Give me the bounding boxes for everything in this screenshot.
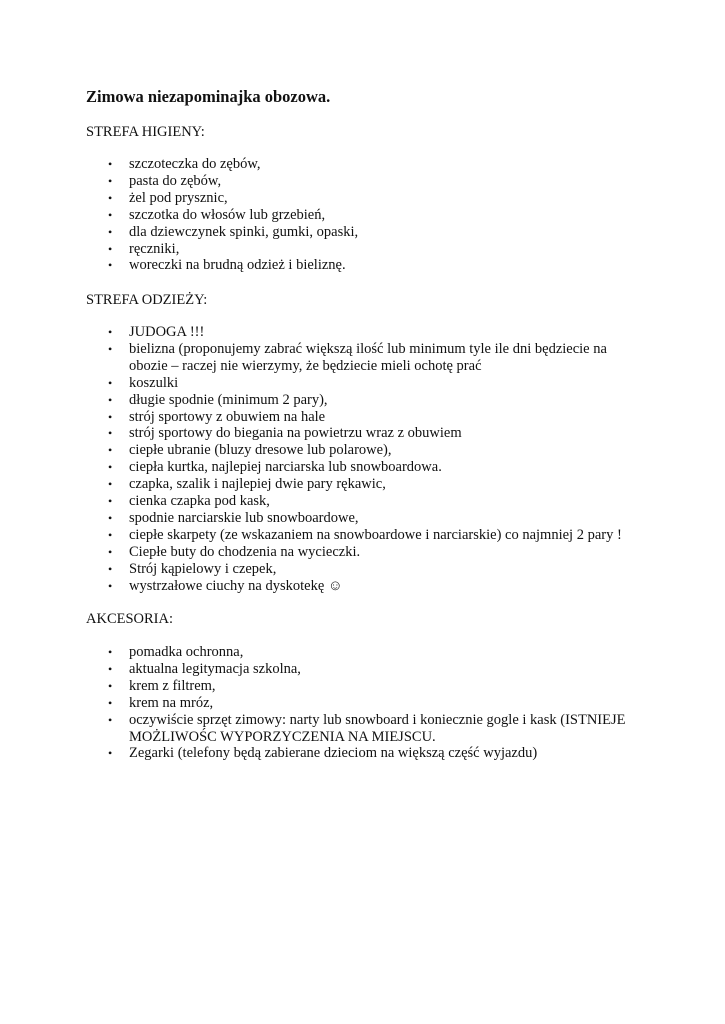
list-item-text: strój sportowy do biegania na powietrzu wraz z obuwiem bbox=[129, 425, 462, 442]
list-item-text: ciepłe ubranie (bluzy dresowe lub polarowe), bbox=[129, 442, 392, 459]
list-item-text: długie spodnie (minimum 2 pary), bbox=[129, 391, 328, 408]
list-item bbox=[86, 409, 646, 426]
list-item-text: oczywiście sprzęt zimowy: narty lub snowboard i koniecznie gogle i kask (ISTNIEJE MOŻLIWOŚC WYPORZYCZENIA NA MIEJSCU. bbox=[129, 711, 626, 745]
list-item bbox=[86, 324, 646, 341]
list-item bbox=[86, 712, 646, 746]
list-item-text: aktualna legitymacja szkolna, bbox=[129, 660, 301, 677]
bullet-icon: • bbox=[108, 207, 113, 222]
list-item-text: koszulki bbox=[129, 374, 179, 391]
list-item bbox=[86, 527, 646, 544]
bullet-icon: • bbox=[108, 341, 113, 356]
bullet-icon: • bbox=[108, 678, 113, 693]
list-item-text: żel pod prysznic, bbox=[129, 189, 228, 206]
bullet-icon: • bbox=[108, 157, 113, 171]
list-item bbox=[86, 459, 646, 476]
list-item bbox=[86, 644, 646, 661]
bullet-icon: • bbox=[108, 527, 113, 542]
list-item-text: pasta do zębów, bbox=[129, 172, 222, 189]
section-heading-accessories: AKCESORIA: bbox=[86, 611, 174, 627]
list-item bbox=[86, 578, 646, 595]
bullet-icon: • bbox=[108, 409, 113, 424]
list-item-text: Zegarki (telefony będą zabierane dzieciom na większą część wyjazdu) bbox=[129, 745, 538, 762]
bullet-icon: • bbox=[108, 661, 113, 676]
list-item-text: strój sportowy z obuwiem na hale bbox=[129, 408, 326, 425]
list-item bbox=[86, 695, 646, 712]
list-item-text: pomadka ochronna, bbox=[129, 644, 244, 660]
list-item bbox=[86, 257, 646, 274]
bullet-icon: • bbox=[108, 510, 113, 525]
bullet-icon: • bbox=[108, 258, 113, 273]
bullet-icon: • bbox=[108, 561, 113, 576]
document-title: Zimowa niezapominajka obozowa. bbox=[86, 87, 331, 106]
bullet-icon: • bbox=[108, 477, 113, 492]
list-item bbox=[86, 224, 646, 241]
bullet-icon: • bbox=[108, 645, 113, 659]
list-item bbox=[86, 173, 646, 190]
list-item bbox=[86, 745, 646, 762]
accessories-list bbox=[86, 644, 646, 762]
list-item-text: spodnie narciarskie lub snowboardowe, bbox=[129, 509, 359, 526]
list-item bbox=[86, 156, 646, 173]
bullet-icon: • bbox=[108, 241, 113, 256]
bullet-icon: • bbox=[108, 325, 113, 339]
list-item bbox=[86, 190, 646, 207]
list-item bbox=[86, 661, 646, 678]
list-item bbox=[86, 425, 646, 442]
bullet-icon: • bbox=[108, 392, 113, 407]
list-item bbox=[86, 442, 646, 459]
bullet-icon: • bbox=[108, 494, 113, 509]
list-item bbox=[86, 561, 646, 578]
list-item-text: woreczki na brudną odzież i bieliznę. bbox=[129, 257, 346, 274]
list-item-text: krem na mróz, bbox=[129, 694, 214, 711]
list-item bbox=[86, 510, 646, 527]
list-item-text: ciepła kurtka, najlepiej narciarska lub snowboardowa. bbox=[129, 459, 442, 476]
list-item-text: ciepłe skarpety (ze wskazaniem na snowboardowe i narciarskie) co najmniej 2 pary ! bbox=[129, 526, 622, 543]
list-item bbox=[86, 341, 646, 375]
list-item-text: czapka, szalik i najlepiej dwie pary rękawic, bbox=[129, 476, 386, 493]
list-item-text: dla dziewczynek spinki, gumki, opaski, bbox=[129, 223, 359, 240]
list-item-text: bielizna (proponujemy zabrać większą ilość lub minimum tyle ile dni będziecie na obozie – raczej nie wierzymy, że będziecie mieli ochotę prać bbox=[129, 340, 607, 374]
clothing-list bbox=[86, 324, 646, 595]
hygiene-list bbox=[86, 156, 646, 274]
bullet-icon: • bbox=[108, 695, 113, 710]
bullet-icon: • bbox=[108, 443, 113, 458]
list-item bbox=[86, 678, 646, 695]
list-item bbox=[86, 207, 646, 224]
list-item-text: JUDOGA !!! bbox=[129, 324, 205, 340]
bullet-icon: • bbox=[108, 746, 113, 761]
list-item-text: Strój kąpielowy i czepek, bbox=[129, 560, 277, 577]
list-item bbox=[86, 241, 646, 258]
list-item bbox=[86, 375, 646, 392]
bullet-icon: • bbox=[108, 426, 113, 441]
bullet-icon: • bbox=[108, 375, 113, 390]
list-item-text: wystrzałowe ciuchy na dyskotekę ☺ bbox=[129, 577, 343, 594]
list-item-text: szczotka do włosów lub grzebień, bbox=[129, 206, 326, 223]
list-item-text: ręczniki, bbox=[129, 240, 180, 257]
list-item-text: szczoteczka do zębów, bbox=[129, 156, 261, 172]
list-item bbox=[86, 392, 646, 409]
section-heading-hygiene: STREFA HIGIENY: bbox=[86, 124, 205, 140]
bullet-icon: • bbox=[108, 190, 113, 205]
list-item bbox=[86, 493, 646, 510]
bullet-icon: • bbox=[108, 578, 113, 593]
bullet-icon: • bbox=[108, 460, 113, 475]
list-item bbox=[86, 544, 646, 561]
list-item-text: Ciepłe buty do chodzenia na wycieczki. bbox=[129, 543, 361, 560]
list-item bbox=[86, 476, 646, 493]
list-item-text: krem z filtrem, bbox=[129, 677, 216, 694]
bullet-icon: • bbox=[108, 712, 113, 727]
bullet-icon: • bbox=[108, 224, 113, 239]
section-heading-clothing: STREFA ODZIEŻY: bbox=[86, 292, 208, 308]
bullet-icon: • bbox=[108, 544, 113, 559]
bullet-icon: • bbox=[108, 173, 113, 188]
list-item-text: cienka czapka pod kask, bbox=[129, 493, 270, 510]
